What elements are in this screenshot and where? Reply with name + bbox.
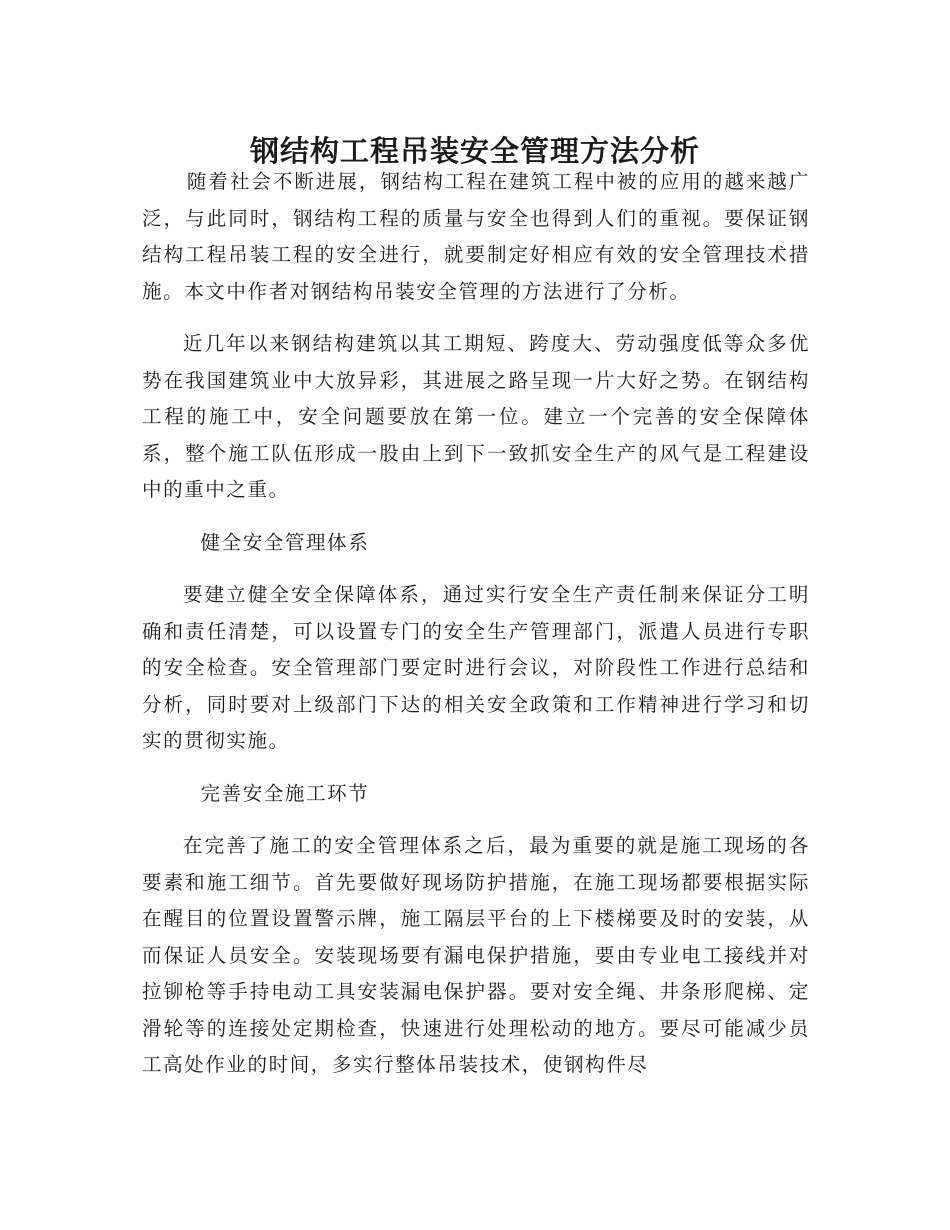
paragraph-intro: 随着社会不断进展，钢结构工程在建筑工程中被的应用的越来越广泛，与此同时，钢结构工程的质量与安全也得到人们的重视。要保证钢结构工程吊装工程的安全进行，就要制定好相应有效的安全管理技术措施。本文中作者对钢结构吊装安全管理的方法进行了分析。 [142,170,810,303]
document-body [142,164,810,1100]
document-title: 钢结构工程吊装安全管理方法分析 [249,134,700,169]
paragraph-management-system: 要建立健全安全保障体系，通过实行安全生产责任制来保证分工明确和责任清楚，可以设置专门的安全生产管理部门，派遣人员进行专职的安全检查。安全管理部门要定时进行会议，对阶段性工作进行总结和分析，同时要对上级部门下达的相关安全政策和工作精神进行学习和切实的贯彻实施。 [142,583,810,752]
section-heading-management-system: 健全安全管理体系 [200,530,370,554]
section-heading-construction-steps: 完善安全施工环节 [200,781,370,805]
paragraph-construction-steps: 在完善了施工的安全管理体系之后，最为重要的就是施工现场的各要素和施工细节。首先要做好现场防护措施，在施工现场都要根据实际在醒目的位置设置警示牌，施工隔层平台的上下楼梯要及时的安装，从而保证人员安全。安装现场要有漏电保护措施，要由专业电工接线并对拉铆枪等手持电动工具安装漏电保护器。要对安全绳、井条形爬梯、定滑轮等的连接处定期检查，快速进行处理松动的地方。要尽可能减少员工高处作业的时间，多实行整体吊装技术，使钢构件尽 [142,834,810,1076]
paragraph-background: 近几年以来钢结构建筑以其工期短、跨度大、劳动强度低等众多优势在我国建筑业中大放异彩，其进展之路呈现一片大好之势。在钢结构工程的施工中，安全问题要放在第一位。建立一个完善的安全保障体系，整个施工队伍形成一股由上到下一致抓安全生产的风气是工程建设中的重中之重。 [142,332,810,501]
